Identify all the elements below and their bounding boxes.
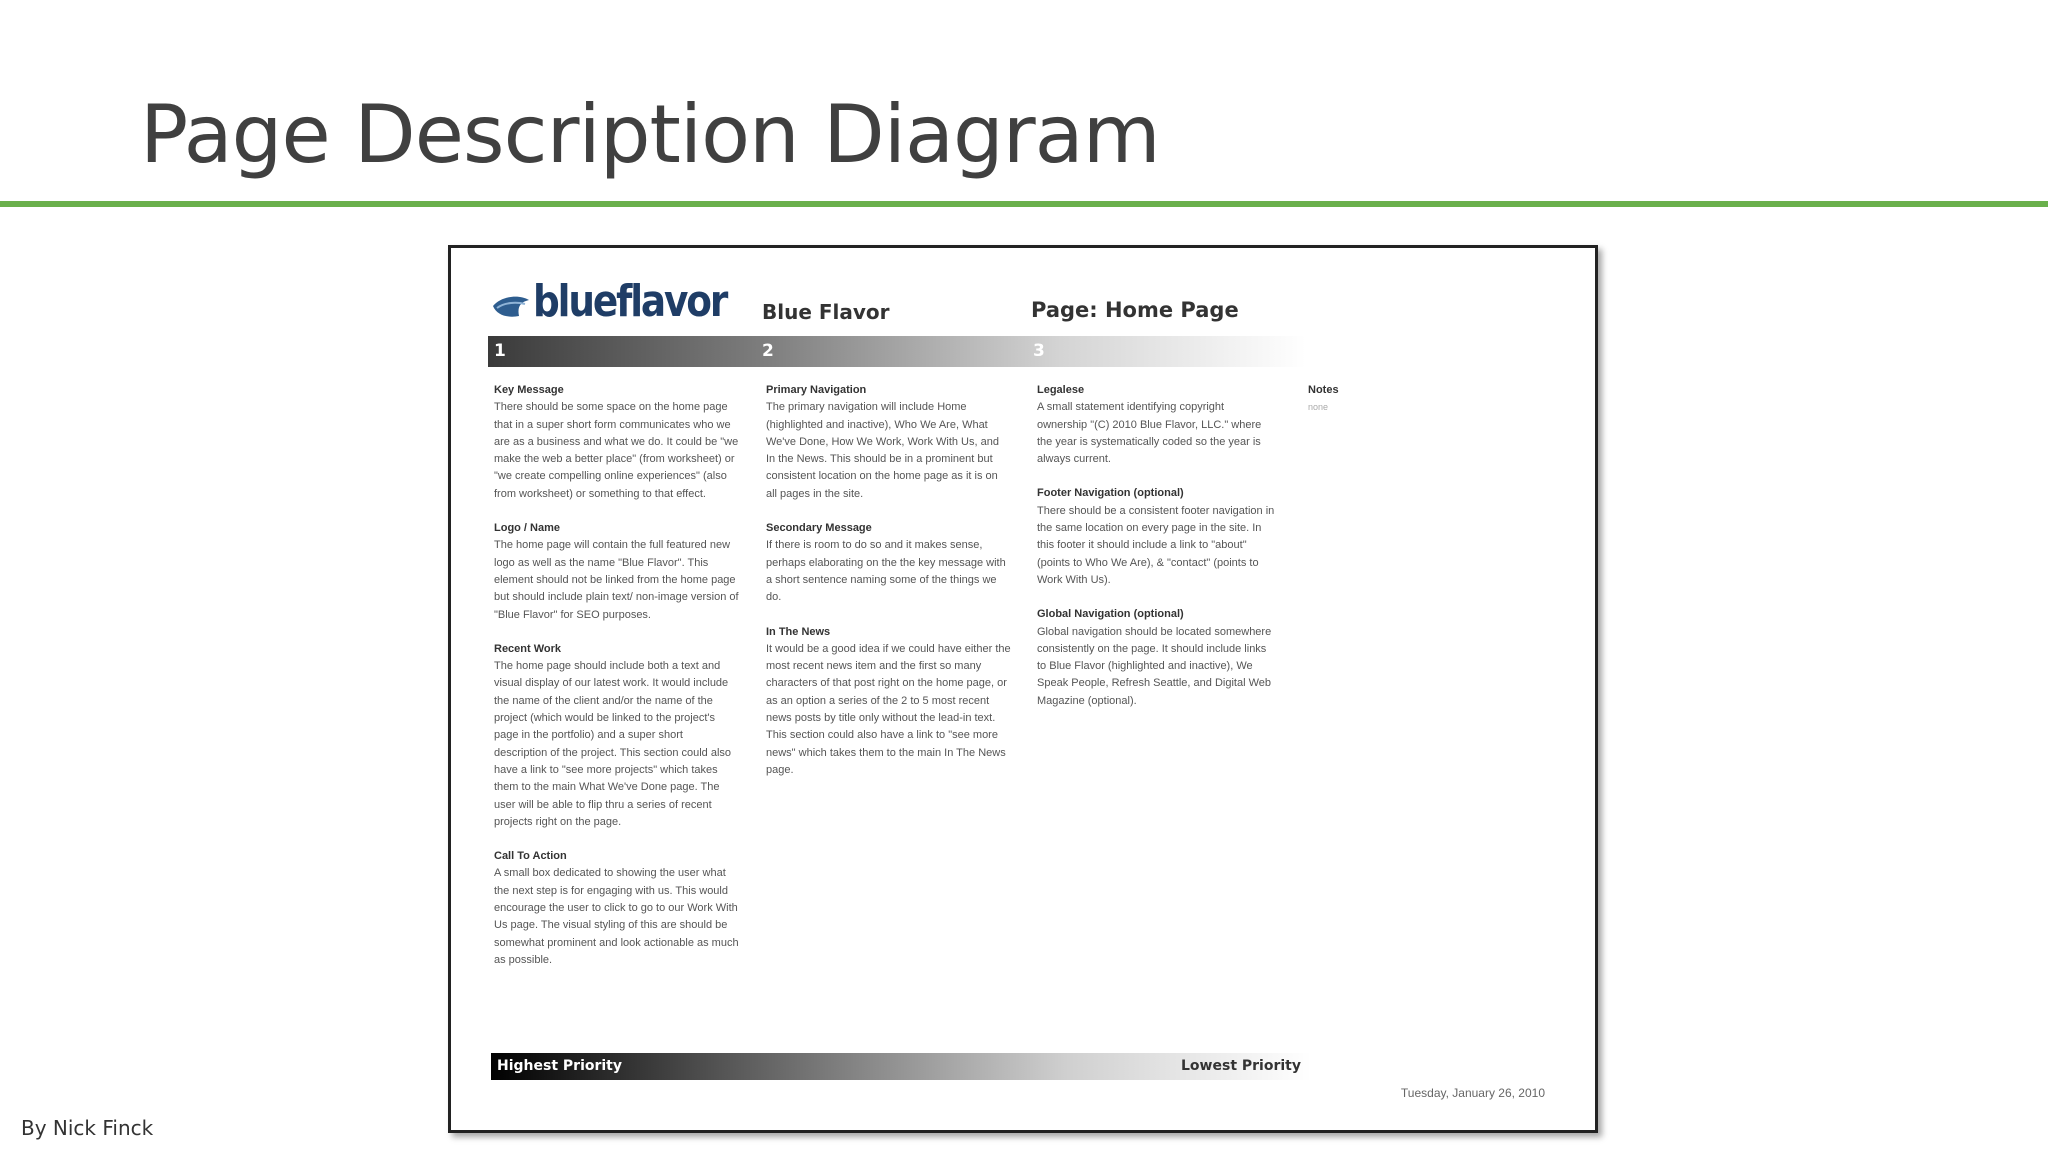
column-number: 3 — [1033, 341, 1045, 361]
section-body: There should be some space on the home page that in a super short form communicates who we are as a business and what we do. It could be "we make the web a better place" (from worksheet) or "we create compelling online experiences" (also from worksheet) or something to that effect. — [494, 401, 739, 500]
blue-flavor-logo — [491, 276, 760, 327]
section-heading: Recent Work — [494, 642, 562, 655]
section-heading: Legalese — [1037, 384, 1085, 396]
notes-value: none — [1308, 402, 1329, 412]
section-body: Global navigation should be located somewhere consistently on the page. It should include links to Blue Flavor (highlighted and inactive), We Speak People, Refresh Seattle, and Digital Web Magazine (optional). — [1037, 625, 1272, 707]
section-call-to-action — [494, 848, 739, 969]
highest-priority-label: Highest Priority — [497, 1058, 623, 1074]
section-recent-work — [494, 641, 739, 831]
notes-heading: Notes — [1308, 384, 1339, 396]
column-header-bar — [488, 336, 1306, 367]
section-secondary-message — [766, 520, 1011, 606]
column-number: 1 — [494, 341, 506, 361]
section-heading: Footer Navigation (optional) — [1037, 487, 1184, 500]
section-body: There should be a consistent footer navigation in the same location on every page in the site. In this footer it should include a link to "about" (points to Who We Are), & "contact" (points to Work With Us). — [1037, 504, 1275, 586]
section-global-navigation — [1037, 606, 1277, 710]
section-heading: Call To Action — [494, 850, 567, 863]
lowest-priority-label: Lowest Priority — [1181, 1058, 1301, 1074]
section-heading: Primary Navigation — [766, 384, 867, 396]
section-heading: Logo / Name — [494, 522, 561, 535]
section-body: The primary navigation will include Home (highlighted and inactive), Who We Are, What We've Done, How We Work, Work With Us, and In the News. This should be in a prominent but consistent location on the home page as it is on all pages in the site. — [766, 401, 999, 500]
section-logo-name — [494, 520, 739, 624]
section-body: A small statement identifying copyright ownership "(C) 2010 Blue Flavor, LLC." where the year is systematically coded so the year is always current. — [1037, 401, 1262, 466]
diagram-image — [448, 245, 1598, 1133]
priority-column-2 — [766, 382, 1011, 796]
company-name: Blue Flavor — [762, 300, 890, 324]
notes-column — [1308, 382, 1398, 416]
section-heading: Global Navigation (optional) — [1037, 608, 1184, 621]
column-number: 2 — [762, 341, 774, 361]
slide-title: Page Description Diagram — [140, 88, 1160, 181]
priority-column-3 — [1037, 382, 1277, 727]
author-credit: By Nick Finck — [21, 1116, 154, 1140]
section-footer-navigation — [1037, 485, 1277, 589]
section-in-the-news — [766, 624, 1011, 780]
section-body: It would be a good idea if we could have either the most recent news item and the first so many characters of that post right on the home page, or as an option a series of the 2 to 5 most recent news posts by title only without the lead-in text. This section could also have a link to "see more news" which takes them to the main In The News page. — [766, 642, 1011, 776]
section-primary-navigation — [766, 382, 1011, 503]
section-body: A small box dedicated to showing the user what the next step is for engaging with us. This would encourage the user to click to go to our Work With Us page. The visual styling of this are should be somewhat prominent and look actionable as much as possible. — [494, 867, 739, 966]
logo-text: blueflavor — [533, 276, 727, 327]
section-body: If there is room to do so and it makes sense, perhaps elaborating on the the key message with a short sentence naming some of the things we do. — [766, 539, 1006, 604]
section-legalese — [1037, 382, 1277, 468]
section-heading: In The News — [766, 625, 831, 638]
section-key-message — [494, 382, 739, 503]
document-date: Tuesday, January 26, 2010 — [1400, 1086, 1545, 1100]
title-divider — [0, 201, 2048, 207]
section-body: The home page will contain the full featured new logo as well as the name "Blue Flavor". This element should not be linked from the home page but should include plain text/ non-image version of "Blue Flavor" for SEO purposes. — [494, 539, 739, 621]
section-heading: Key Message — [494, 384, 564, 396]
page-label: Page: Home Page — [1031, 298, 1239, 322]
section-body: The home page should include both a text and visual display of our latest work. It would include the name of the client and/or the name of the project (which would be linked to the project's page in the portfolio) and a super short description of the project. This section could also have a link to "see more projects" which takes them to the main What We've Done page. The user will be able to flip thru a series of recent projects right on the page. — [494, 660, 732, 828]
priority-column-1 — [494, 382, 739, 986]
priority-scale-bar — [491, 1053, 1311, 1080]
logo-mark-icon — [491, 292, 531, 322]
section-heading: Secondary Message — [766, 522, 872, 535]
